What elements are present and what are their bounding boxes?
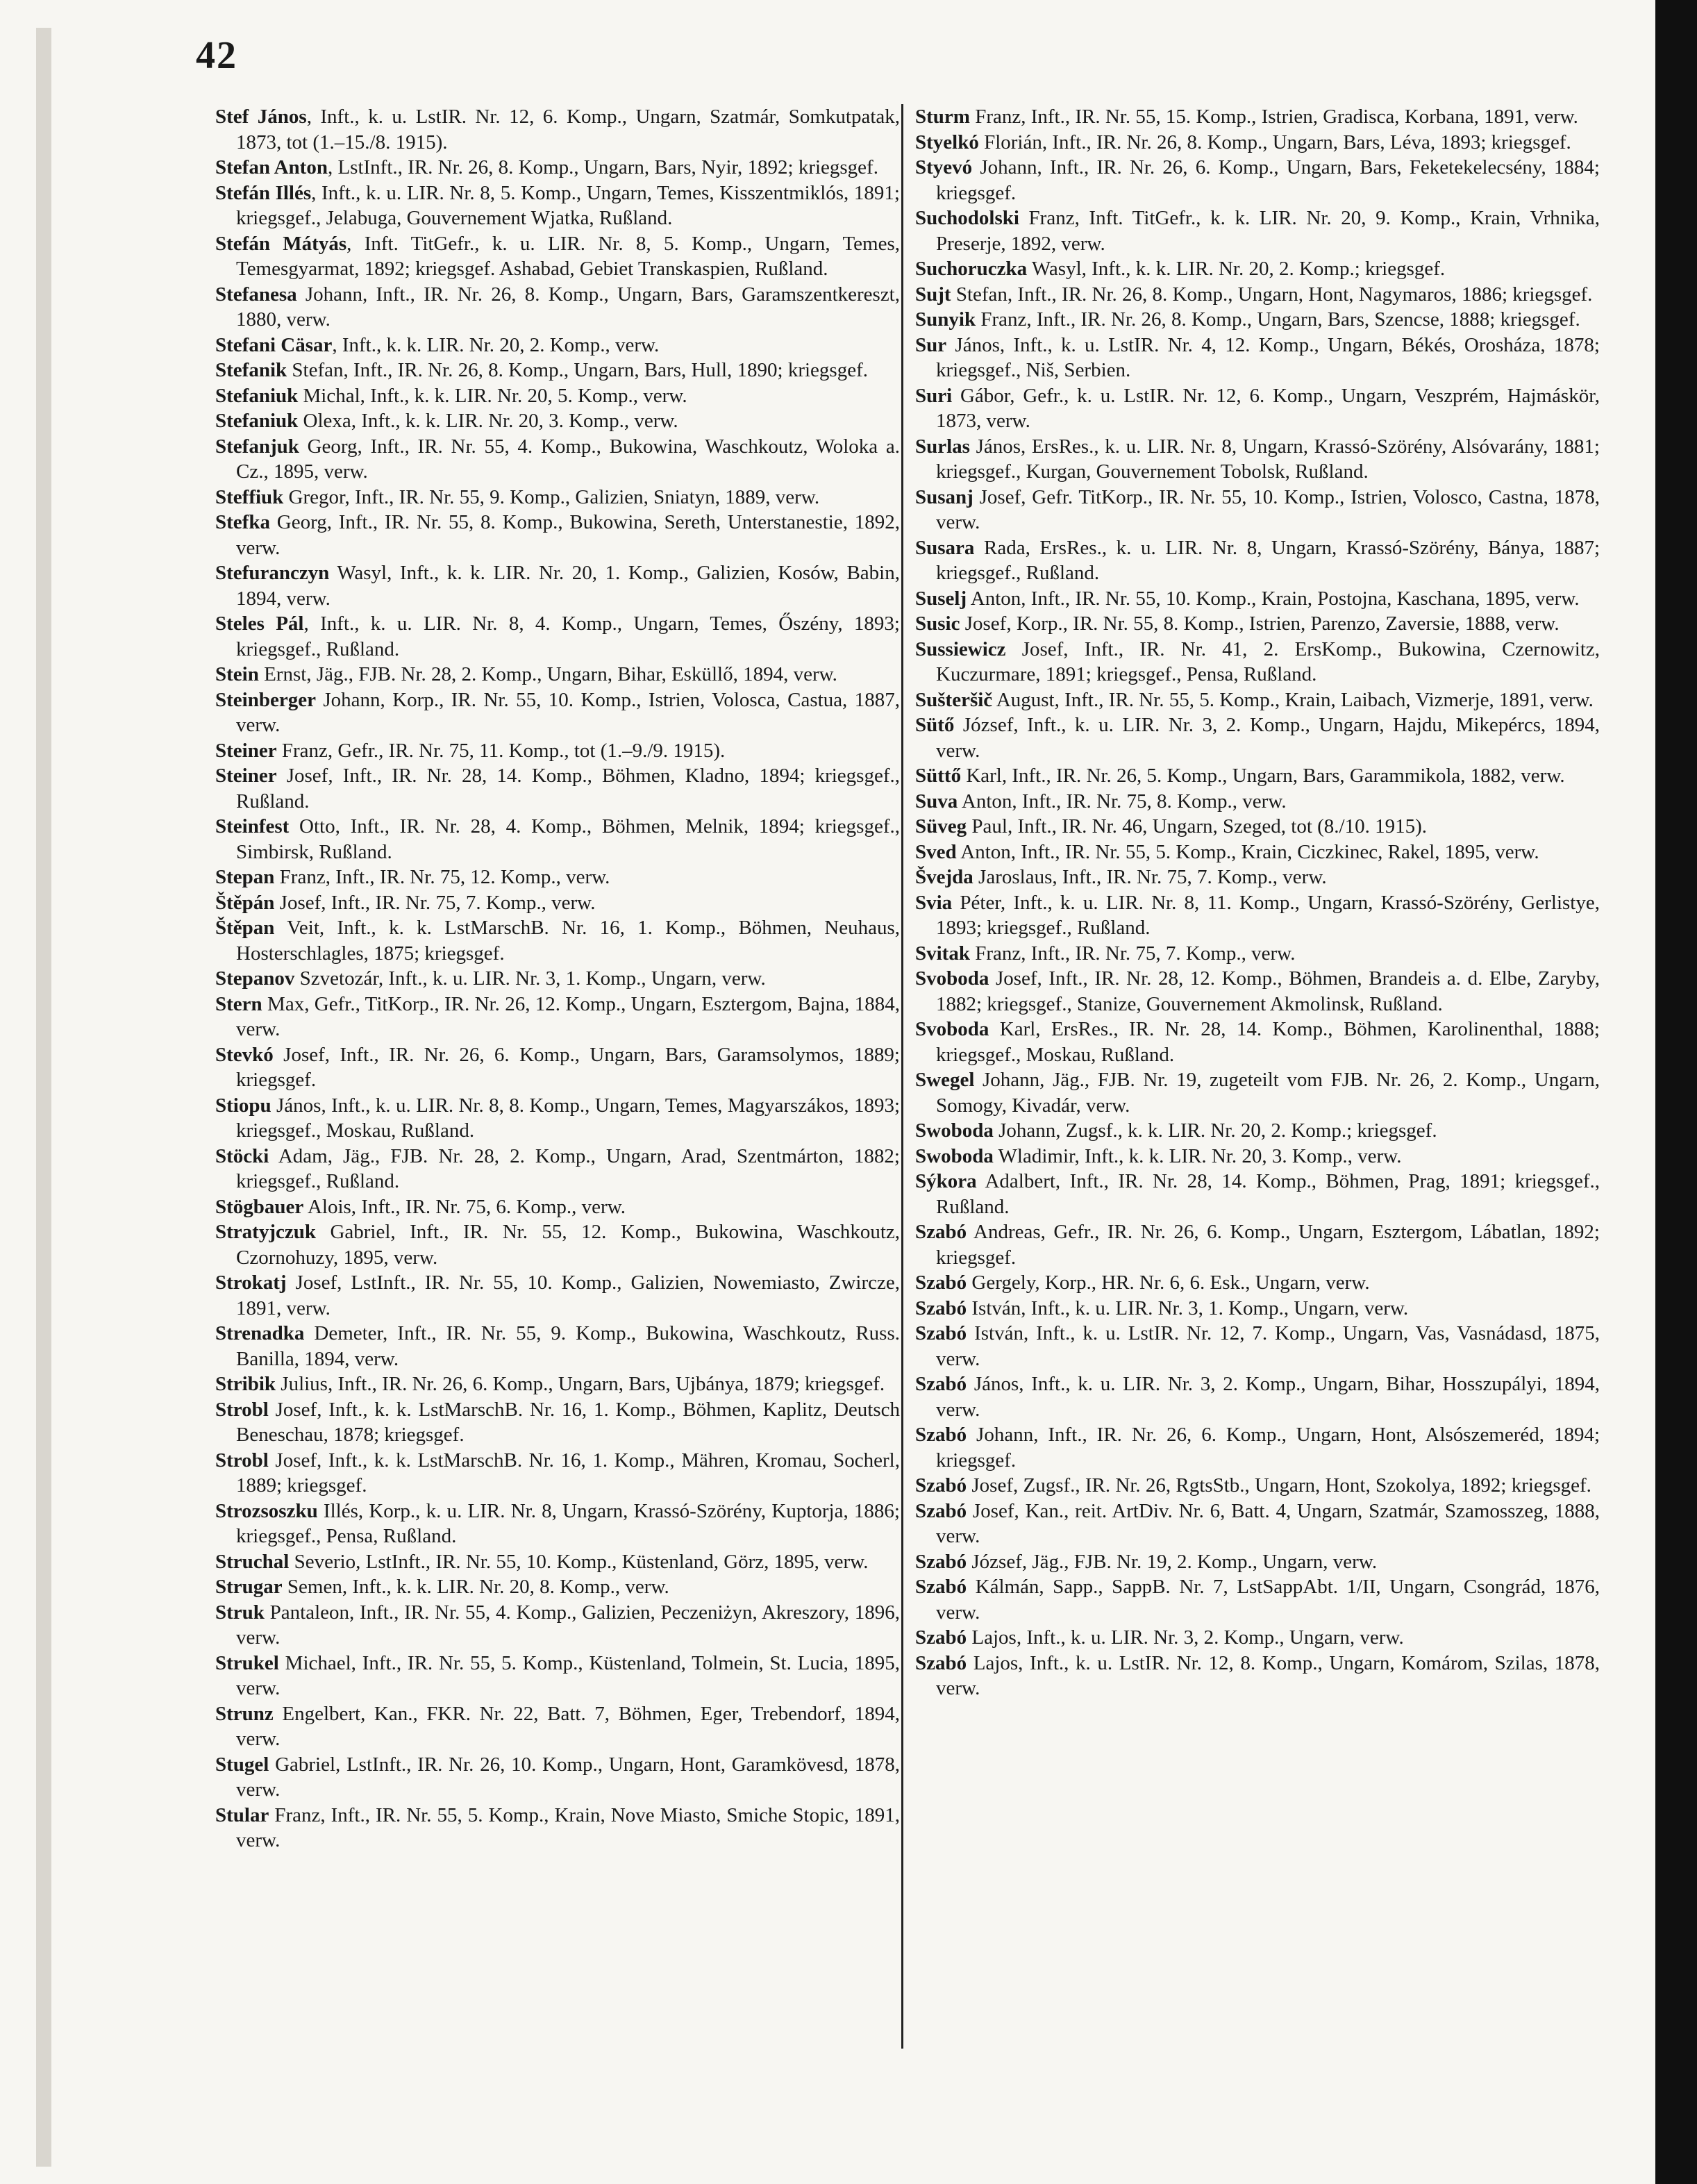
list-entry [215,1219,900,1270]
list-entry [215,434,900,485]
entry-details: Julius, Inft., IR. Nr. 26, 6. Komp., Ungarn, Bars, Ujbánya, 1879; kriegsgef. [276,1373,885,1395]
entry-name: Szabó [915,1322,967,1344]
entry-details: Stefan, Inft., IR. Nr. 26, 8. Komp., Ungarn, Hont, Nagymaros, 1886; kriegsgef. [951,283,1593,306]
list-entry [915,104,1600,130]
entry-name: Susara [915,536,975,559]
list-entry [915,1321,1600,1372]
entry-name: Steles Pál [215,612,304,635]
entry-details: Gabriel, LstInft., IR. Nr. 26, 10. Komp., Ungarn, Hont, Garamkövesd, 1878, verw. [236,1753,900,1801]
entry-name: Stepanov [215,967,295,990]
entry-name: Swegel [915,1069,975,1091]
list-entry [215,1651,900,1701]
list-entry [215,915,900,966]
list-entry [215,333,900,358]
entry-name: Stefán Illés [215,181,312,204]
list-entry [915,789,1600,815]
list-entry [215,1701,900,1752]
entry-name: Styelkó [915,131,979,153]
entry-details: Josef, Inft., IR. Nr. 26, 6. Komp., Ungarn, Bars, Garamsolymos, 1889; kriegsgef. [236,1043,900,1091]
right-column [915,104,1600,1701]
entry-name: Szabó [915,1424,967,1446]
list-entry [915,1499,1600,1549]
entry-details: Josef, Gefr. TitKorp., IR. Nr. 55, 10. Komp., Istrien, Volosco, Castna, 1878, verw. [936,485,1600,533]
entry-name: Sussiewicz [915,637,1006,660]
entry-name: Styevó [915,156,973,178]
list-entry [915,763,1600,789]
entry-details: Adalbert, Inft., IR. Nr. 28, 14. Komp., Böhmen, Prag, 1891; kriegsgef., Rußland. [936,1170,1600,1218]
entry-name: Stefanjuk [215,435,299,458]
list-entry [915,865,1600,890]
list-entry [215,890,900,916]
list-entry [215,358,900,383]
entry-name: Stugel [215,1753,269,1776]
list-entry [215,282,900,333]
entry-name: Stern [215,992,262,1015]
entry-name: Struchal [215,1550,290,1573]
entry-name: Svoboda [915,967,989,990]
entry-name: Sütő [915,714,955,736]
entry-name: Stefanik [215,359,287,381]
entry-details: János, ErsRes., k. u. LIR. Nr. 8, Ungarn, Krassó-Szörény, Alsóvarány, 1881; kriegsgef., Kurgan, Gouvernement Tobolsk, Rußland. [936,435,1600,483]
entry-details: Josef, Inft., IR. Nr. 75, 7. Komp., verw. [274,891,596,914]
entry-details: Franz, Inft. TitGefr., k. k. LIR. Nr. 20, 9. Komp., Krain, Vrhnika, Preserje, 1892, verw. [936,207,1600,255]
entry-name: Szabó [915,1373,967,1395]
entry-name: Stribik [215,1373,276,1395]
entry-details: Josef, Inft., IR. Nr. 41, 2. ErsKomp., Bukowina, Czernowitz, Kuczurmare, 1891; kriegsgef., Pensa, Rußland. [936,637,1600,685]
entry-name: Szabó [915,1626,967,1649]
entry-name: Stefaniuk [215,410,299,432]
entry-name: Suchoruczka [915,258,1028,280]
entry-name: Sušteršič [915,688,993,711]
list-entry [915,611,1600,637]
entry-details: Josef, Zugsf., IR. Nr. 26, RgtsStb., Ungarn, Hont, Szokolya, 1892; kriegsgef. [967,1474,1591,1497]
entry-details: Georg, Inft., IR. Nr. 55, 4. Komp., Bukowina, Waschkoutz, Woloka a. Cz., 1895, verw. [236,435,900,483]
entry-name: Štěpan [215,917,275,939]
list-entry [915,637,1600,687]
list-entry [215,485,900,510]
list-entry [915,485,1600,535]
list-entry [915,1067,1600,1118]
entry-details: Semen, Inft., k. k. LIR. Nr. 20, 8. Komp., verw. [282,1576,669,1598]
entry-name: Stefuranczyn [215,562,330,584]
list-entry [215,383,900,409]
entry-name: Stular [215,1803,269,1826]
list-entry [215,611,900,662]
entry-name: Stefan Anton [215,156,328,178]
list-entry [215,155,900,181]
list-entry [215,687,900,738]
entry-details: Anton, Inft., IR. Nr. 55, 5. Komp., Krain, Ciczkinec, Rakel, 1895, verw. [956,840,1539,863]
entry-name: Suva [915,790,958,812]
list-entry [915,383,1600,434]
entry-details: Szvetozár, Inft., k. u. LIR. Nr. 3, 1. Komp., Ungarn, verw. [294,967,766,990]
entry-details: Josef, LstInft., IR. Nr. 55, 10. Komp., Galizien, Nowemiasto, Zwircze, 1891, verw. [236,1272,900,1319]
list-entry [915,434,1600,485]
entry-name: Surlas [915,435,970,458]
entry-name: Susic [915,612,960,635]
entry-details: Illés, Korp., k. u. LIR. Nr. 8, Ungarn, Krassó-Szörény, Kuptorja, 1886; kriegsgef., Pensa, Rußland. [236,1499,900,1547]
entry-details: Wasyl, Inft., k. k. LIR. Nr. 20, 1. Komp., Galizien, Kosów, Babin, 1894, verw. [236,562,900,610]
entry-details: István, Inft., k. u. LstIR. Nr. 12, 7. Komp., Ungarn, Vas, Vasnádasd, 1875, verw. [936,1322,1600,1370]
entry-name: Strobl [215,1398,269,1421]
entry-details: Johann, Inft., IR. Nr. 26, 6. Komp., Ungarn, Hont, Alsószemeréd, 1894; kriegsgef. [936,1424,1600,1472]
entry-name: Suchodolski [915,207,1019,229]
entry-details: Ernst, Jäg., FJB. Nr. 28, 2. Komp., Ungarn, Bihar, Esküllő, 1894, verw. [258,663,837,685]
entry-details: Florián, Inft., IR. Nr. 26, 8. Komp., Ungarn, Bars, Léva, 1893; kriegsgef. [978,131,1571,153]
list-entry [915,1549,1600,1575]
entry-details: Rada, ErsRes., k. u. LIR. Nr. 8, Ungarn, Krassó-Szörény, Bánya, 1887; kriegsgef., Rußland. [936,536,1600,584]
list-entry [915,687,1600,713]
entry-details: Karl, ErsRes., IR. Nr. 28, 14. Komp., Böhmen, Karolinenthal, 1888; kriegsgef., Moskau, Rußland. [936,1018,1600,1066]
entry-name: Švejda [915,866,973,888]
list-entry [915,333,1600,383]
entry-name: Strozsoszku [215,1499,318,1522]
list-entry [215,1321,900,1372]
entry-name: Sved [915,840,957,863]
list-entry [915,1169,1600,1219]
entry-name: Steiner [215,739,277,762]
entry-details: Andreas, Gefr., IR. Nr. 26, 6. Komp., Ungarn, Esztergom, Lábatlan, 1892; kriegsgef. [936,1221,1600,1269]
entry-details: Franz, Inft., IR. Nr. 55, 5. Komp., Krain, Nove Miasto, Smiche Stopic, 1891, verw. [236,1803,900,1851]
entry-details: Gabriel, Inft., IR. Nr. 55, 12. Komp., Bukowina, Waschkoutz, Czornohuzy, 1895, verw. [236,1221,900,1269]
entry-name: Szabó [915,1576,967,1598]
entry-details: Josef, Inft., IR. Nr. 28, 14. Komp., Böhmen, Kladno, 1894; kriegsgef., Rußland. [236,765,900,812]
entry-details: Franz, Inft., IR. Nr. 26, 8. Komp., Ungarn, Bars, Szencse, 1888; kriegsgef. [976,308,1580,331]
entry-details: Franz, Inft., IR. Nr. 55, 15. Komp., Istrien, Gradisca, Korbana, 1891, verw. [969,106,1578,128]
entry-name: Stepan [215,866,275,888]
entry-details: János, Inft., k. u. LIR. Nr. 3, 2. Komp., Ungarn, Bihar, Hosszupályi, 1894, verw. [936,1373,1600,1421]
entry-details: Pantaleon, Inft., IR. Nr. 55, 4. Komp., Galizien, Peczeniżyn, Akreszory, 1896, verw. [236,1601,900,1649]
entry-name: Szabó [915,1272,967,1294]
list-entry [915,1372,1600,1422]
list-entry [915,1219,1600,1270]
list-entry [215,814,900,865]
entry-details: Engelbert, Kan., FKR. Nr. 22, Batt. 7, Böhmen, Eger, Trebendorf, 1894, verw. [236,1702,900,1750]
list-entry [915,130,1600,156]
list-entry [915,814,1600,840]
entry-details: , Inft., k. u. LIR. Nr. 8, 4. Komp., Ungarn, Temes, Őszény, 1893; kriegsgef., Rußland. [236,612,900,660]
entry-name: Stevkó [215,1043,274,1066]
list-entry [215,104,900,155]
entry-details: Péter, Inft., k. u. LIR. Nr. 8, 11. Komp., Ungarn, Krassó-Szörény, Gerlistye, 1893; kriegsgef., Rußland. [936,891,1600,939]
entry-name: Steffiuk [215,485,284,508]
entry-details: Anton, Inft., IR. Nr. 75, 8. Komp., verw. [958,790,1287,812]
page-number: 42 [196,34,237,77]
entry-name: Szabó [915,1221,967,1243]
list-entry [215,1600,900,1651]
scan-edge [1655,0,1697,2184]
entry-details: Franz, Inft., IR. Nr. 75, 12. Komp., verw. [274,866,610,888]
list-entry [215,408,900,434]
entry-name: Štěpán [215,891,275,914]
list-entry [915,1144,1600,1169]
list-entry [915,1625,1600,1651]
entry-name: Süveg [915,815,967,837]
list-entry [215,1549,900,1575]
list-entry [215,1752,900,1803]
entry-name: Suselj [915,587,967,610]
entry-name: Svoboda [915,1018,989,1040]
list-entry [915,712,1600,763]
entry-name: Sujt [915,283,951,306]
entry-details: Johann, Korp., IR. Nr. 55, 10. Komp., Istrien, Volosca, Castua, 1887, verw. [236,688,900,736]
entry-details: Alois, Inft., IR. Nr. 75, 6. Komp., verw. [303,1195,626,1218]
entry-details: József, Inft., k. u. LIR. Nr. 3, 2. Komp., Ungarn, Hajdu, Mikepércs, 1894, verw. [936,714,1600,762]
entry-name: Süttő [915,765,962,787]
list-entry [915,1574,1600,1625]
entry-details: Kálmán, Sapp., SappB. Nr. 7, LstSappAbt. 1/II, Ungarn, Csongrád, 1876, verw. [936,1576,1600,1624]
entry-name: Strobl [215,1449,269,1472]
entry-details: , Inft., k. k. LIR. Nr. 20, 2. Komp., verw. [332,333,660,356]
entry-details: Josef, Inft., k. k. LstMarschB. Nr. 16, 1. Komp., Böhmen, Kaplitz, Deutsch Beneschau, 1878; kriegsgef. [236,1398,900,1446]
list-entry [915,535,1600,586]
entry-details: István, Inft., k. u. LIR. Nr. 3, 1. Komp., Ungarn, verw. [967,1297,1409,1319]
entry-name: Strukel [215,1651,279,1674]
list-entry [215,231,900,282]
entry-details: Josef, Kan., reit. ArtDiv. Nr. 6, Batt. 4, Ungarn, Szatmár, Szamosszeg, 1888, verw. [936,1499,1600,1547]
entry-name: Sur [915,333,947,356]
list-entry [915,890,1600,941]
entry-details: Max, Gefr., TitKorp., IR. Nr. 26, 12. Komp., Ungarn, Esztergom, Bajna, 1884, verw. [236,992,900,1040]
list-entry [915,586,1600,612]
entry-name: Stiopu [215,1094,271,1117]
entry-name: Szabó [915,1651,967,1674]
list-entry [915,941,1600,967]
entry-details: , Inft. TitGefr., k. u. LIR. Nr. 8, 5. Komp., Ungarn, Temes, Temesgyarmat, 1892; kriegsgef. Ashabad, Gebiet Transkaspien, Rußland. [236,232,900,280]
entry-details: Josef, Korp., IR. Nr. 55, 8. Komp., Istrien, Parenzo, Zaversie, 1888, verw. [960,612,1560,635]
entry-name: Szabó [915,1550,967,1573]
entry-details: János, Inft., k. u. LIR. Nr. 8, 8. Komp., Ungarn, Temes, Magyarszákos, 1893; kriegsgef., Moskau, Rußland. [236,1094,900,1142]
list-entry [215,738,900,764]
entry-details: Anton, Inft., IR. Nr. 55, 10. Komp., Krain, Postojna, Kaschana, 1895, verw. [967,587,1580,610]
entry-name: Szabó [915,1499,967,1522]
entry-name: Swoboda [915,1144,994,1167]
entry-name: Szabó [915,1474,967,1497]
list-entry [215,763,900,814]
list-entry [915,1422,1600,1473]
entry-name: Strokatj [215,1272,287,1294]
entry-details: Franz, Gefr., IR. Nr. 75, 11. Komp., tot (1.–9./9. 1915). [276,739,726,762]
entry-details: Johann, Inft., IR. Nr. 26, 6. Komp., Ungarn, Bars, Feketekelecsény, 1884; kriegsgef. [936,156,1600,204]
entry-name: Svia [915,891,953,914]
entry-name: Strunz [215,1702,274,1725]
entry-details: Michal, Inft., k. k. LIR. Nr. 20, 5. Komp., verw. [298,384,687,407]
list-entry [215,1574,900,1600]
list-entry [215,1093,900,1144]
entry-details: , Inft., k. u. LIR. Nr. 8, 5. Komp., Ungarn, Temes, Kisszentmiklós, 1891; kriegsgef., Jelabuga, Gouvernement Wjatka, Rußland. [236,181,900,229]
entry-details: Otto, Inft., IR. Nr. 28, 4. Komp., Böhmen, Melnik, 1894; kriegsgef., Simbirsk, Rußland. [236,815,900,863]
entry-details: Veit, Inft., k. k. LstMarschB. Nr. 16, 1. Komp., Böhmen, Neuhaus, Hosterschlagles, 1875; kriegsgef. [236,917,900,965]
scan-margin-shadow [36,28,51,2167]
entry-details: , Inft., k. u. LstIR. Nr. 12, 6. Komp., Ungarn, Szatmár, Somkutpatak, 1873, tot (1.–15./8. 1915). [236,106,900,153]
entry-name: Stein [215,663,259,685]
list-entry [915,155,1600,206]
list-entry [915,206,1600,256]
list-entry [915,840,1600,865]
list-entry [915,1017,1600,1067]
entry-details: Georg, Inft., IR. Nr. 55, 8. Komp., Bukowina, Sereth, Unterstanestie, 1892, verw. [236,511,900,559]
entry-name: Stef János [215,106,307,128]
list-entry [215,1194,900,1220]
entry-name: Stefani Cäsar [215,333,333,356]
list-entry [915,966,1600,1017]
list-entry [915,1651,1600,1701]
entry-name: Steiner [215,765,277,787]
list-entry [915,1118,1600,1144]
list-entry [215,181,900,231]
entry-name: Svitak [915,942,970,965]
list-entry [215,662,900,687]
entry-name: Strenadka [215,1322,305,1344]
list-entry [915,307,1600,333]
list-entry [215,560,900,611]
entry-name: Stefán Mátyás [215,232,347,255]
entry-details: Johann, Zugsf., k. k. LIR. Nr. 20, 2. Komp.; kriegsgef. [993,1119,1437,1142]
list-entry [915,1270,1600,1296]
entry-name: Stefanesa [215,283,297,306]
entry-name: Strugar [215,1576,283,1598]
entry-name: Susanj [915,485,973,508]
entry-details: Gábor, Gefr., k. u. LstIR. Nr. 12, 6. Komp., Ungarn, Veszprém, Hajmáskör, 1873, verw. [936,384,1600,432]
list-entry [915,1296,1600,1322]
entry-details: Wladimir, Inft., k. k. LIR. Nr. 20, 3. Komp., verw. [993,1144,1402,1167]
entry-details: Josef, Inft., k. k. LstMarschB. Nr. 16, 1. Komp., Mähren, Kromau, Socherl, 1889; kriegsgef. [236,1449,900,1497]
list-entry [215,1270,900,1321]
entry-name: Stefka [215,511,270,533]
entry-name: Stöcki [215,1144,269,1167]
entry-name: Swoboda [915,1119,994,1142]
list-entry [215,1042,900,1093]
list-entry [215,1803,900,1853]
list-entry [215,865,900,890]
entry-details: János, Inft., k. u. LstIR. Nr. 4, 12. Komp., Ungarn, Békés, Orosháza, 1878; kriegsgef., Niš, Serbien. [936,333,1600,381]
entry-details: Gergely, Korp., HR. Nr. 6, 6. Esk., Ungarn, verw. [967,1272,1370,1294]
entry-name: Suri [915,384,953,407]
entry-details: Stefan, Inft., IR. Nr. 26, 8. Komp., Ungarn, Bars, Hull, 1890; kriegsgef. [287,359,868,381]
entry-details: Johann, Jäg., FJB. Nr. 19, zugeteilt vom FJB. Nr. 26, 2. Komp., Ungarn, Somogy, Kivadár, verw. [936,1069,1600,1117]
list-entry [915,282,1600,308]
list-entry [915,256,1600,282]
entry-name: Steinberger [215,688,316,711]
entry-details: Wasyl, Inft., k. k. LIR. Nr. 20, 2. Komp.; kriegsgef. [1027,258,1446,280]
entry-details: Franz, Inft., IR. Nr. 75, 7. Komp., verw. [969,942,1296,965]
entry-details: Lajos, Inft., k. u. LIR. Nr. 3, 2. Komp., Ungarn, verw. [967,1626,1404,1649]
entry-details: August, Inft., IR. Nr. 55, 5. Komp., Krain, Laibach, Vizmerje, 1891, verw. [992,688,1594,711]
list-entry [215,1499,900,1549]
entry-name: Szabó [915,1297,967,1319]
list-entry [215,992,900,1042]
list-entry [215,510,900,560]
entry-name: Stefaniuk [215,384,299,407]
entry-details: Karl, Inft., IR. Nr. 26, 5. Komp., Ungarn, Bars, Garammikola, 1882, verw. [961,765,1565,787]
entry-details: Gregor, Inft., IR. Nr. 55, 9. Komp., Galizien, Sniatyn, 1889, verw. [283,485,820,508]
entry-details: Olexa, Inft., k. k. LIR. Nr. 20, 3. Komp., verw. [298,410,678,432]
entry-details: Adam, Jäg., FJB. Nr. 28, 2. Komp., Ungarn, Arad, Szentmárton, 1882; kriegsgef., Rußland. [236,1144,900,1192]
entry-details: Paul, Inft., IR. Nr. 46, Ungarn, Szeged, tot (8./10. 1915). [967,815,1428,837]
entry-details: Josef, Inft., IR. Nr. 28, 12. Komp., Böhmen, Brandeis a. d. Elbe, Zaryby, 1882; kriegsgef., Stanize, Gouvernement Akmolinsk, Rußland. [936,967,1600,1015]
entry-name: Struk [215,1601,265,1624]
list-entry [215,1397,900,1448]
left-column [215,104,900,1853]
entry-details: Michael, Inft., IR. Nr. 55, 5. Komp., Küstenland, Tolmein, St. Lucia, 1895, verw. [236,1651,900,1699]
entry-details: Severio, LstInft., IR. Nr. 55, 10. Komp., Küstenland, Görz, 1895, verw. [289,1550,869,1573]
entry-details: Lajos, Inft., k. u. LstIR. Nr. 12, 8. Komp., Ungarn, Komárom, Szilas, 1878, verw. [936,1651,1600,1699]
entry-details: , LstInft., IR. Nr. 26, 8. Komp., Ungarn, Bars, Nyir, 1892; kriegsgef. [327,156,878,178]
list-entry [215,1448,900,1499]
entry-details: Demeter, Inft., IR. Nr. 55, 9. Komp., Bukowina, Waschkoutz, Russ. Banilla, 1894, verw. [236,1322,900,1370]
column-divider [901,104,903,2049]
list-entry [915,1473,1600,1499]
entry-details: József, Jäg., FJB. Nr. 19, 2. Komp., Ungarn, verw. [967,1550,1378,1573]
entry-name: Steinfest [215,815,290,837]
entry-name: Sturm [915,106,970,128]
entry-details: Jaroslaus, Inft., IR. Nr. 75, 7. Komp., verw. [973,866,1327,888]
entry-name: Stögbauer [215,1195,304,1218]
list-entry [215,1372,900,1397]
list-entry [215,966,900,992]
entry-name: Sýkora [915,1170,977,1192]
entry-name: Sunyik [915,308,976,331]
entry-name: Stratyjczuk [215,1221,316,1243]
entry-details: Johann, Inft., IR. Nr. 26, 8. Komp., Ungarn, Bars, Garamszentkereszt, 1880, verw. [236,283,900,331]
list-entry [215,1144,900,1194]
